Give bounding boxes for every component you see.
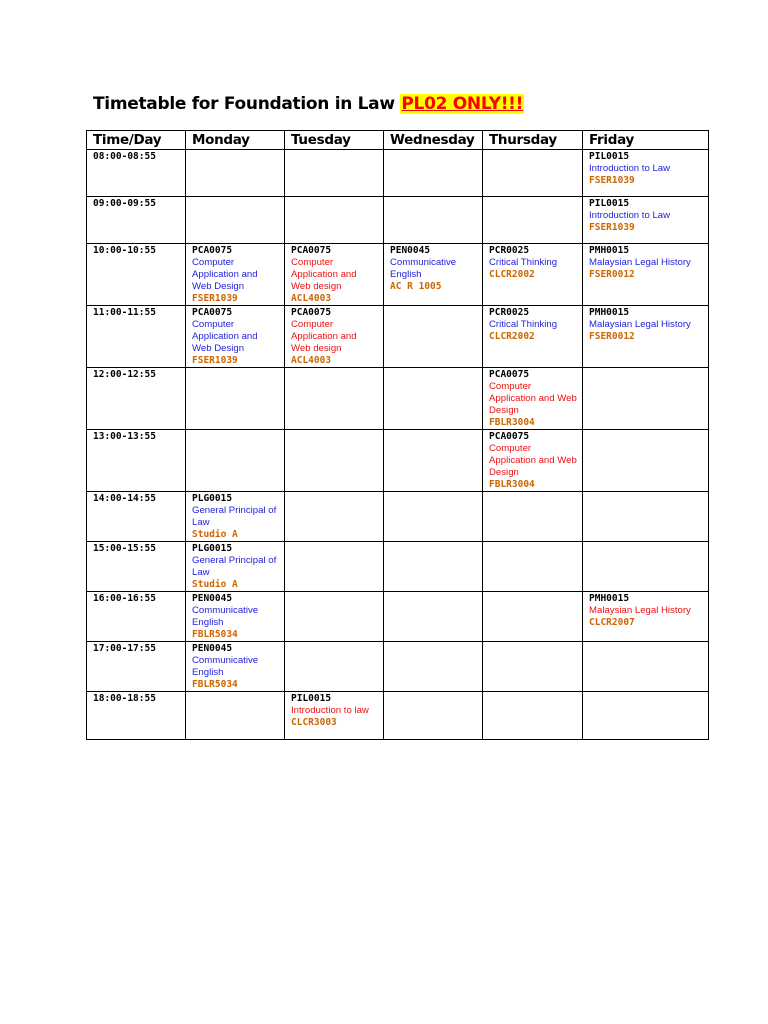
course-subject: Introduction to Law: [589, 210, 671, 221]
table-row: [87, 244, 709, 306]
timetable-cell: [384, 306, 483, 368]
timetable-cell: [483, 150, 583, 197]
timetable-cell: [285, 592, 384, 642]
column-header: Monday: [186, 131, 285, 150]
time-slot: 09:00-09:55: [87, 197, 186, 244]
table-row: [87, 150, 709, 197]
timetable-cell: [285, 430, 384, 492]
table-row: [87, 692, 709, 740]
course-room: FBLR3004: [489, 417, 535, 428]
course-subject: General Principal of Law: [192, 505, 277, 528]
course-subject: Computer Application and Web Design: [192, 319, 258, 354]
header-row: [87, 131, 709, 150]
course-code: PMH0015: [589, 307, 630, 318]
timetable-cell: [285, 368, 384, 430]
table-row: [87, 368, 709, 430]
course-room: FSER1039: [192, 355, 238, 366]
timetable-cell: [583, 430, 709, 492]
timetable-cell: [186, 642, 285, 692]
timetable: [86, 130, 709, 740]
course-code: PMH0015: [589, 245, 630, 256]
timetable-cell: [285, 642, 384, 692]
timetable-cell: [483, 197, 583, 244]
timetable-cell: [186, 197, 285, 244]
timetable-cell: [186, 592, 285, 642]
table-row: [87, 492, 709, 542]
timetable-cell: [285, 244, 384, 306]
timetable-cell: [384, 692, 483, 740]
course-room: CLCR2002: [489, 331, 535, 342]
course-room: FSER0012: [589, 331, 635, 342]
time-slot: 12:00-12:55: [87, 368, 186, 430]
course-room: FSER1039: [192, 293, 238, 304]
course-subject: Computer Application and Web Design: [192, 257, 258, 292]
course-room: FBLR3004: [489, 479, 535, 490]
timetable-cell: [186, 430, 285, 492]
course-room: FSER1039: [589, 222, 635, 233]
timetable-cell: [384, 150, 483, 197]
course-code: PEN0045: [192, 643, 233, 654]
course-subject: Introduction to Law: [589, 163, 671, 174]
timetable-cell: [285, 306, 384, 368]
timetable-cell: [285, 197, 384, 244]
course-room: ACL4003: [291, 293, 332, 304]
table-row: [87, 642, 709, 692]
timetable-cell: [186, 150, 285, 197]
timetable-cell: [186, 542, 285, 592]
course-code: PCA0075: [489, 369, 530, 380]
timetable-cell: [483, 368, 583, 430]
column-header: Wednesday: [384, 131, 483, 150]
timetable-cell: [583, 306, 709, 368]
timetable-cell: [384, 642, 483, 692]
course-subject: General Principal of Law: [192, 555, 277, 578]
time-slot: 11:00-11:55: [87, 306, 186, 368]
course-subject: Computer Application and Web Design: [489, 443, 577, 478]
course-room: FBLR5034: [192, 679, 238, 690]
timetable-cell: [186, 368, 285, 430]
timetable-cell: [483, 592, 583, 642]
course-subject: Malaysian Legal History: [589, 605, 691, 616]
time-slot: 15:00-15:55: [87, 542, 186, 592]
course-subject: Malaysian Legal History: [589, 257, 691, 268]
course-subject: Communicative English: [192, 655, 259, 678]
timetable-cell: [384, 430, 483, 492]
time-slot: 08:00-08:55: [87, 150, 186, 197]
page-title: [93, 94, 524, 114]
course-subject: Computer Application and Web design: [291, 319, 357, 354]
course-subject: Computer Application and Web design: [291, 257, 357, 292]
timetable-cell: [285, 150, 384, 197]
timetable-cell: [483, 306, 583, 368]
course-code: PIL0015: [589, 198, 630, 209]
timetable-cell: [483, 492, 583, 542]
course-code: PIL0015: [589, 151, 630, 162]
course-room: FBLR5034: [192, 629, 238, 640]
time-slot: 13:00-13:55: [87, 430, 186, 492]
course-code: PCA0075: [489, 431, 530, 442]
course-subject: Introduction to law: [291, 705, 369, 716]
column-header: Time/Day: [87, 131, 186, 150]
course-subject: Critical Thinking: [489, 319, 558, 330]
timetable-cell: [583, 592, 709, 642]
timetable-cell: [186, 244, 285, 306]
title-text: Timetable for Foundation in Law: [93, 94, 401, 114]
course-room: AC R 1005: [390, 281, 442, 292]
course-code: PCA0075: [291, 245, 332, 256]
timetable-cell: [583, 492, 709, 542]
course-code: PMH0015: [589, 593, 630, 604]
timetable-cell: [285, 692, 384, 740]
timetable-cell: [583, 368, 709, 430]
timetable-cell: [483, 542, 583, 592]
timetable-cell: [583, 150, 709, 197]
course-room: ACL4003: [291, 355, 332, 366]
course-code: PCR0025: [489, 245, 530, 256]
time-slot: 17:00-17:55: [87, 642, 186, 692]
course-code: PCR0025: [489, 307, 530, 318]
table-row: [87, 430, 709, 492]
course-subject: Computer Application and Web Design: [489, 381, 577, 416]
course-room: CLCR2002: [489, 269, 535, 280]
course-room: FSER0012: [589, 269, 635, 280]
course-code: PIL0015: [291, 693, 332, 704]
timetable-cell: [583, 542, 709, 592]
column-header: Friday: [583, 131, 709, 150]
course-code: PCA0075: [192, 245, 233, 256]
timetable-cell: [186, 306, 285, 368]
course-subject: Malaysian Legal History: [589, 319, 691, 330]
course-subject: Critical Thinking: [489, 257, 558, 268]
course-room: CLCR2007: [589, 617, 635, 628]
time-slot: 18:00-18:55: [87, 692, 186, 740]
title-highlight: PL02 ONLY!!!: [401, 94, 524, 114]
timetable-cell: [285, 542, 384, 592]
timetable-cell: [384, 592, 483, 642]
timetable-cell: [583, 642, 709, 692]
course-code: PCA0075: [291, 307, 332, 318]
timetable-cell: [285, 492, 384, 542]
course-room: Studio A: [192, 579, 238, 590]
timetable-cell: [384, 368, 483, 430]
timetable-cell: [384, 492, 483, 542]
table-row: [87, 542, 709, 592]
course-room: CLCR3003: [291, 717, 337, 728]
timetable-cell: [483, 430, 583, 492]
course-code: PEN0045: [192, 593, 233, 604]
course-code: PCA0075: [192, 307, 233, 318]
timetable-cell: [384, 244, 483, 306]
timetable-cell: [186, 692, 285, 740]
column-header: Tuesday: [285, 131, 384, 150]
timetable-cell: [483, 244, 583, 306]
table-row: [87, 197, 709, 244]
column-header: Thursday: [483, 131, 583, 150]
course-code: PEN0045: [390, 245, 431, 256]
table-row: [87, 592, 709, 642]
timetable-cell: [384, 197, 483, 244]
time-slot: 10:00-10:55: [87, 244, 186, 306]
timetable-cell: [583, 692, 709, 740]
timetable-cell: [384, 542, 483, 592]
time-slot: 14:00-14:55: [87, 492, 186, 542]
timetable-cell: [483, 642, 583, 692]
table-row: [87, 306, 709, 368]
course-room: FSER1039: [589, 175, 635, 186]
course-code: PLG0015: [192, 543, 233, 554]
course-subject: Communicative English: [390, 257, 457, 280]
timetable-cell: [186, 492, 285, 542]
course-room: Studio A: [192, 529, 238, 540]
time-slot: 16:00-16:55: [87, 592, 186, 642]
timetable-cell: [583, 244, 709, 306]
timetable-cell: [583, 197, 709, 244]
timetable-cell: [483, 692, 583, 740]
course-code: PLG0015: [192, 493, 233, 504]
course-subject: Communicative English: [192, 605, 259, 628]
